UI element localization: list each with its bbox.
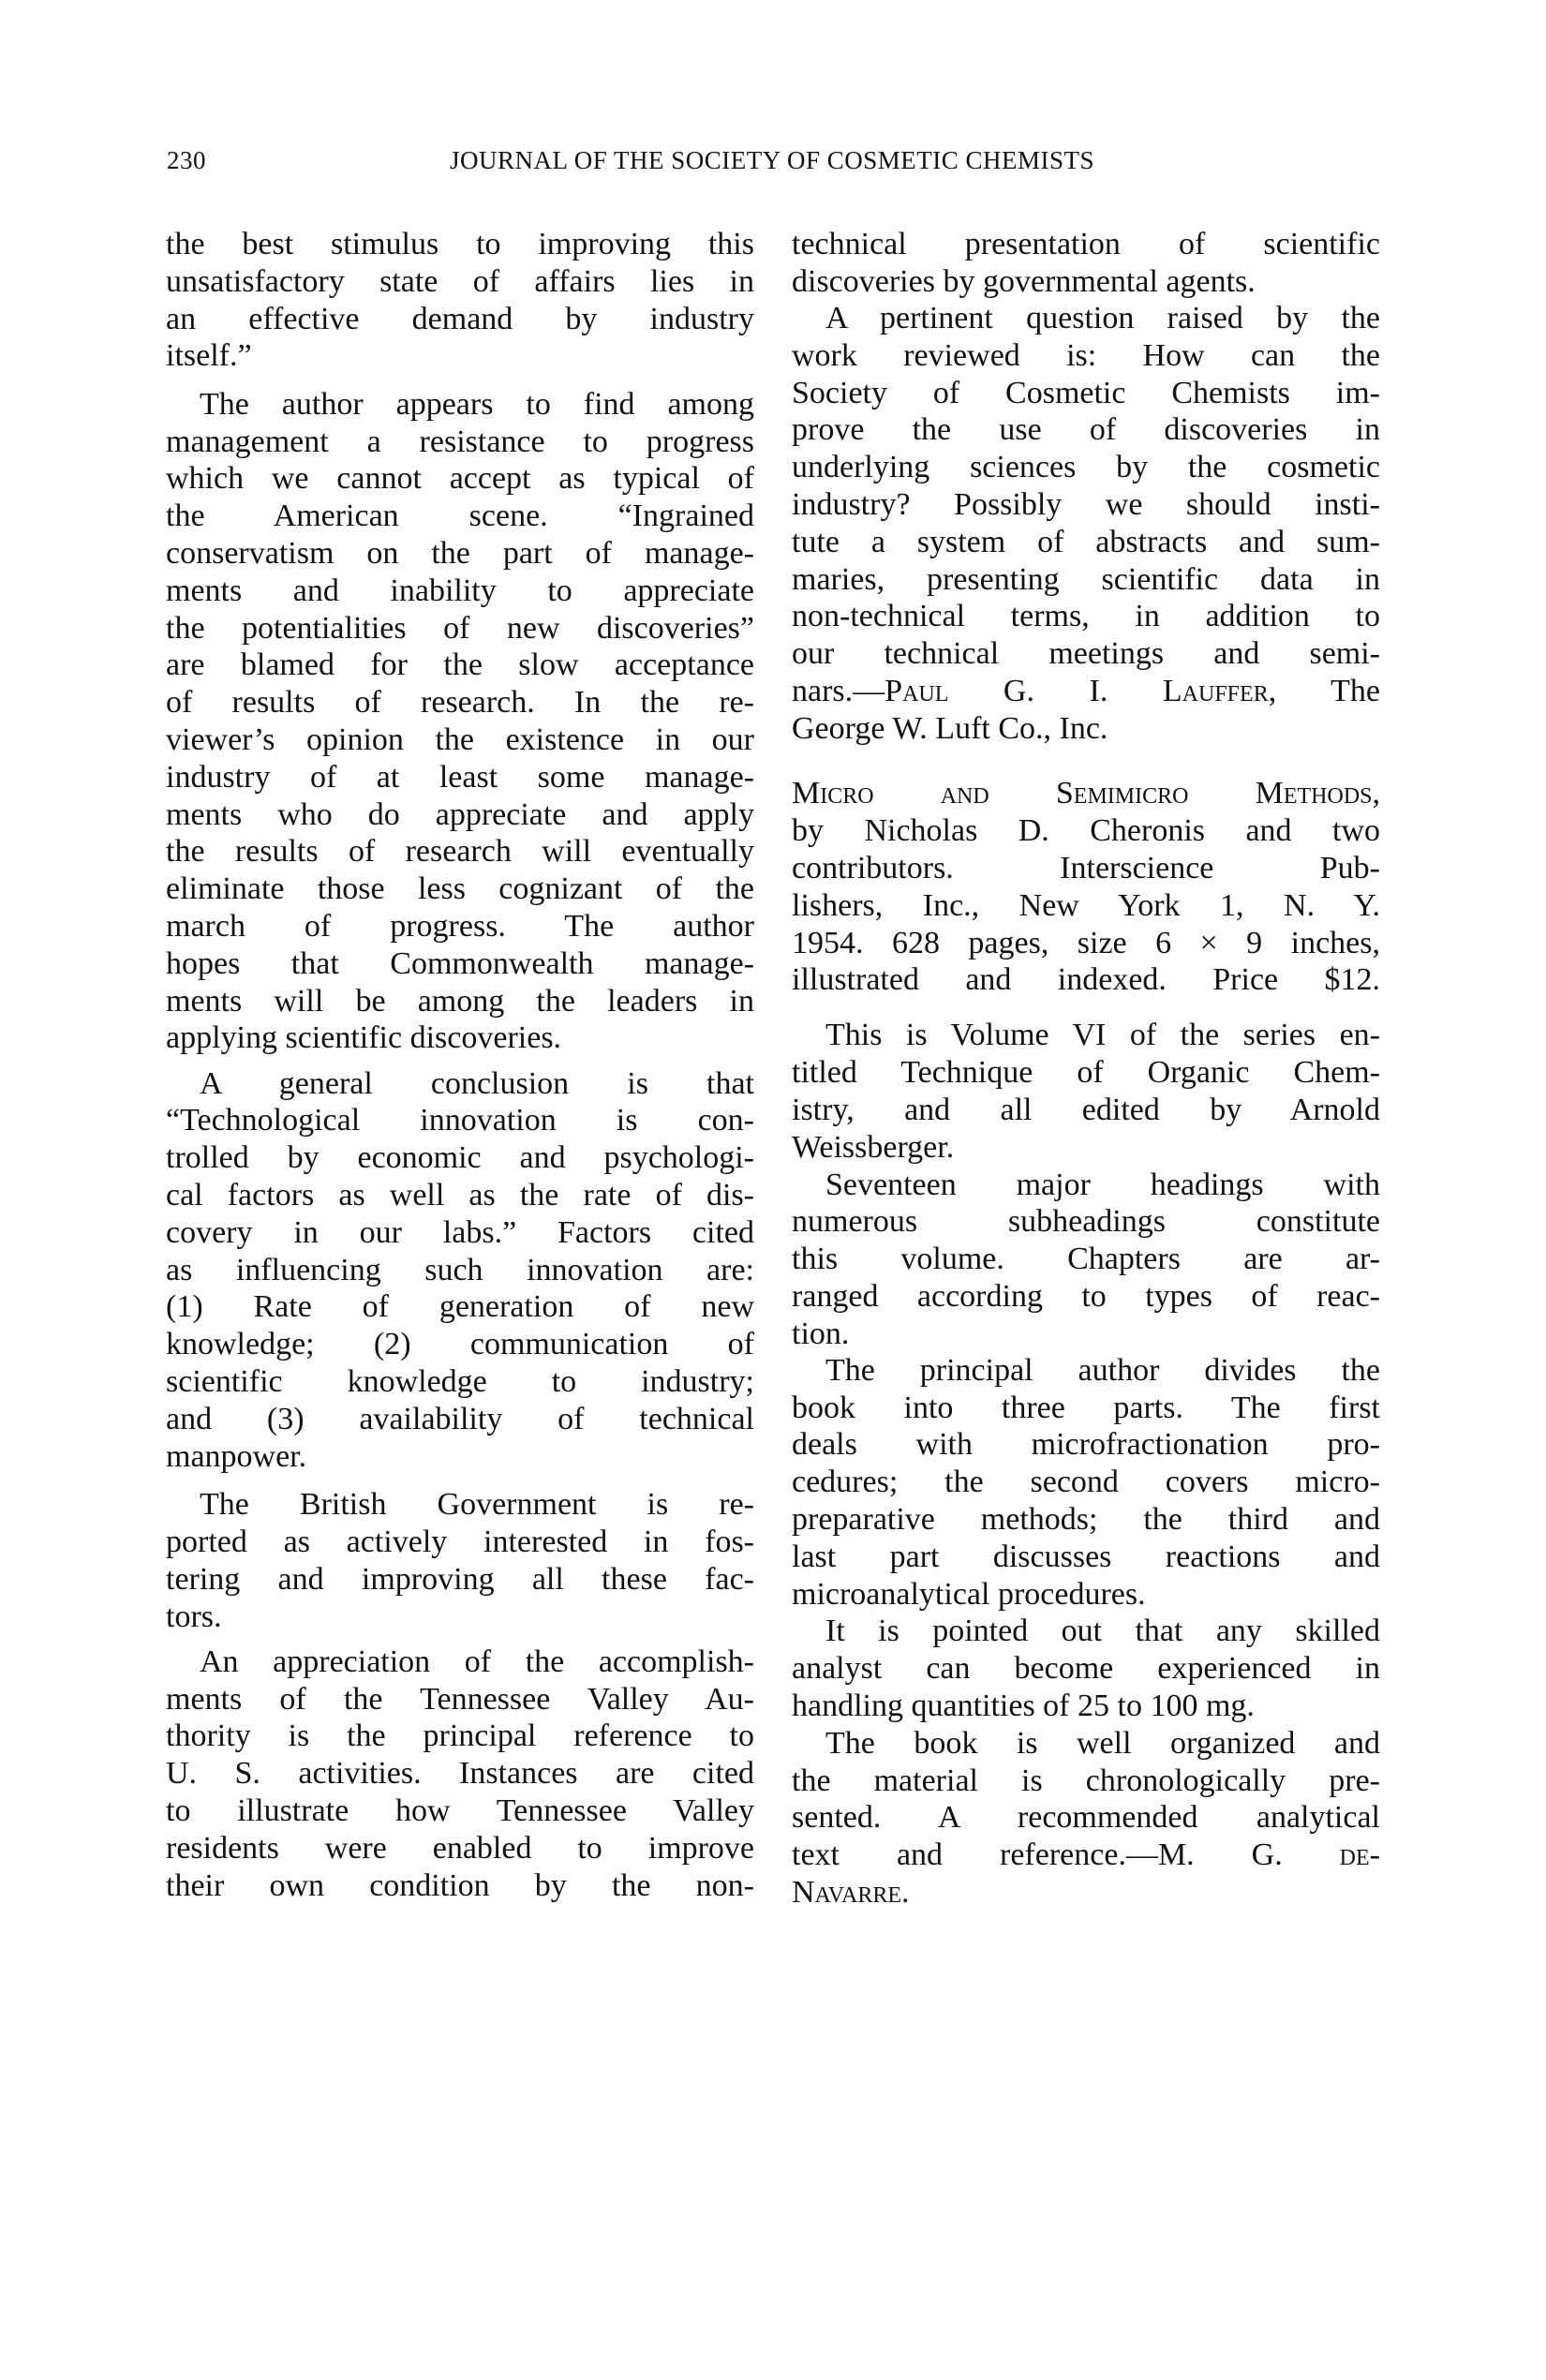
text-line: prove the use of discoveries in	[792, 412, 1380, 448]
text-line: their own condition by the non-	[166, 1867, 754, 1903]
text-line: residents were enabled to improve	[166, 1830, 754, 1866]
text-line: Seventeen major headings with	[825, 1167, 1380, 1202]
text-line: titled Technique of Organic Chem-	[792, 1054, 1380, 1090]
text-line: cedures; the second covers micro-	[792, 1465, 1380, 1500]
text-line: viewer’s opinion the existence in our	[166, 721, 754, 757]
text-line: ments of the Tennessee Valley Au-	[166, 1681, 754, 1717]
text-line: Society of Cosmetic Chemists im-	[792, 375, 1380, 410]
text-line: It is pointed out that any skilled	[825, 1614, 1380, 1649]
text-line: George W. Luft Co., Inc.	[792, 710, 1108, 746]
text-line: of results of research. In the re-	[166, 685, 754, 721]
text-line: an effective demand by industry	[166, 301, 754, 336]
small-caps-text: Micro and Semimicro Methods	[792, 776, 1373, 811]
text-line: An appreciation of the accomplish-	[200, 1644, 754, 1679]
text-line: non-technical terms, in addition to	[792, 599, 1380, 634]
text-line: as influencing such innovation are:	[166, 1252, 754, 1287]
text-line: A pertinent question raised by the	[825, 300, 1380, 335]
text-segment: , The	[1268, 673, 1380, 708]
text-line: thority is the principal reference to	[166, 1718, 754, 1754]
text-line	[792, 673, 1380, 710]
text-line: applying scientific discoveries.	[166, 1020, 562, 1056]
text-line: management a resistance to progress	[166, 424, 754, 459]
text-line: covery in our labs.” Factors cited	[166, 1214, 754, 1250]
text-line: maries, presenting scientific data in	[792, 561, 1380, 597]
text-line: tors.	[166, 1599, 222, 1634]
text-line: (1) Rate of generation of new	[166, 1289, 754, 1325]
text-line: knowledge; (2) communication of	[166, 1327, 754, 1362]
text-line: A general conclusion is that	[200, 1065, 754, 1101]
text-line: march of progress. The author	[166, 908, 754, 944]
text-line: to illustrate how Tennessee Valley	[166, 1792, 754, 1828]
text-line: handling quantities of 25 to 100 mg.	[792, 1688, 1255, 1724]
text-line: conservatism on the part of manage-	[166, 535, 754, 571]
page-number: 230	[167, 146, 206, 174]
text-line: ported as actively interested in fos-	[166, 1524, 754, 1559]
text-line: technical presentation of scientific	[792, 226, 1380, 261]
text-line: sented. A recommended analytical	[792, 1800, 1380, 1836]
text-line: The author appears to find among	[200, 386, 754, 422]
text-line: This is Volume VI of the series en-	[825, 1018, 1380, 1053]
text-line: illustrated and indexed. Price $12.	[792, 962, 1380, 998]
text-segment: nars.—	[792, 673, 885, 708]
text-line: industry? Possibly we should insti-	[792, 486, 1380, 522]
text-line: scientific knowledge to industry;	[166, 1364, 754, 1400]
running-title: JOURNAL OF THE SOCIETY OF COSMETIC CHEMISTS	[449, 146, 1095, 174]
text-segment: text and reference.—M. G.	[792, 1837, 1340, 1873]
text-line: preparative methods; the third and	[792, 1501, 1380, 1537]
text-line: unsatisfactory state of affairs lies in	[166, 263, 754, 299]
text-line: contributors. Interscience Pub-	[792, 850, 1380, 885]
text-line: the potentialities of new discoveries”	[166, 610, 754, 646]
text-line: eliminate those less cognizant of the	[166, 871, 754, 907]
text-line: our technical meetings and semi-	[792, 636, 1380, 672]
text-line: and (3) availability of technical	[166, 1401, 754, 1436]
small-caps-text: Lauffer	[1162, 673, 1269, 708]
text-line: by Nicholas D. Cheronis and two	[792, 813, 1380, 849]
text-line	[792, 1837, 1380, 1874]
text-line: industry of at least some manage-	[166, 759, 754, 795]
text-line: tute a system of abstracts and sum-	[792, 524, 1380, 559]
text-line: ments will be among the leaders in	[166, 983, 754, 1019]
text-line: istry, and all edited by Arnold	[792, 1092, 1380, 1127]
small-caps-text: de-	[1339, 1837, 1380, 1873]
text-segment: G. I.	[948, 673, 1163, 708]
text-line: trolled by economic and psychologi-	[166, 1140, 754, 1176]
text-line: ments who do appreciate and apply	[166, 796, 754, 832]
text-line: numerous subheadings constitute	[792, 1204, 1380, 1240]
text-line: hopes that Commonwealth manage-	[166, 945, 754, 981]
text-line: “Technological innovation is con-	[166, 1103, 754, 1138]
text-segment: ,	[1372, 776, 1380, 811]
text-line: The British Government is re-	[200, 1487, 754, 1523]
text-line: 1954. 628 pages, size 6 × 9 inches,	[792, 925, 1380, 960]
text-line: are blamed for the slow acceptance	[166, 647, 754, 683]
text-line: last part discusses reactions and	[792, 1539, 1380, 1574]
text-line: book into three parts. The first	[792, 1390, 1380, 1425]
text-line: tion.	[792, 1316, 850, 1351]
text-line: tering and improving all these fac-	[166, 1561, 754, 1597]
text-line: The principal author divides the	[825, 1352, 1380, 1388]
text-line: ranged according to types of reac-	[792, 1279, 1380, 1315]
text-line: the American scene. “Ingrained	[166, 498, 754, 534]
text-line: microanalytical procedures.	[792, 1576, 1146, 1612]
text-line: U. S. activities. Instances are cited	[166, 1756, 754, 1792]
text-line: itself.”	[166, 338, 252, 374]
text-line: The book is well organized and	[825, 1725, 1380, 1761]
text-line: the best stimulus to improving this	[166, 226, 754, 261]
text-line: lishers, Inc., New York 1, N. Y.	[792, 887, 1380, 923]
text-line: analyst can become experienced in	[792, 1651, 1380, 1687]
text-line: underlying sciences by the cosmetic	[792, 450, 1380, 485]
text-line: ments and inability to appreciate	[166, 573, 754, 608]
small-caps-text: Paul	[884, 673, 949, 708]
text-line: manpower.	[166, 1438, 307, 1474]
text-line: deals with microfractionation pro-	[792, 1427, 1380, 1463]
text-line: discoveries by governmental agents.	[792, 263, 1256, 299]
text-line	[792, 1874, 1380, 1911]
text-line: which we cannot accept as typical of	[166, 461, 754, 497]
text-line: this volume. Chapters are ar-	[792, 1242, 1380, 1277]
text-line: the results of research will eventually	[166, 834, 754, 870]
text-line: Weissberger.	[792, 1129, 955, 1165]
text-segment: .	[901, 1874, 910, 1910]
text-line: work reviewed is: How can the	[792, 337, 1380, 373]
small-caps-text: Navarre	[792, 1874, 902, 1910]
text-line	[792, 775, 1380, 812]
text-line: cal factors as well as the rate of dis-	[166, 1178, 754, 1213]
text-line: the material is chronologically pre-	[792, 1763, 1380, 1798]
